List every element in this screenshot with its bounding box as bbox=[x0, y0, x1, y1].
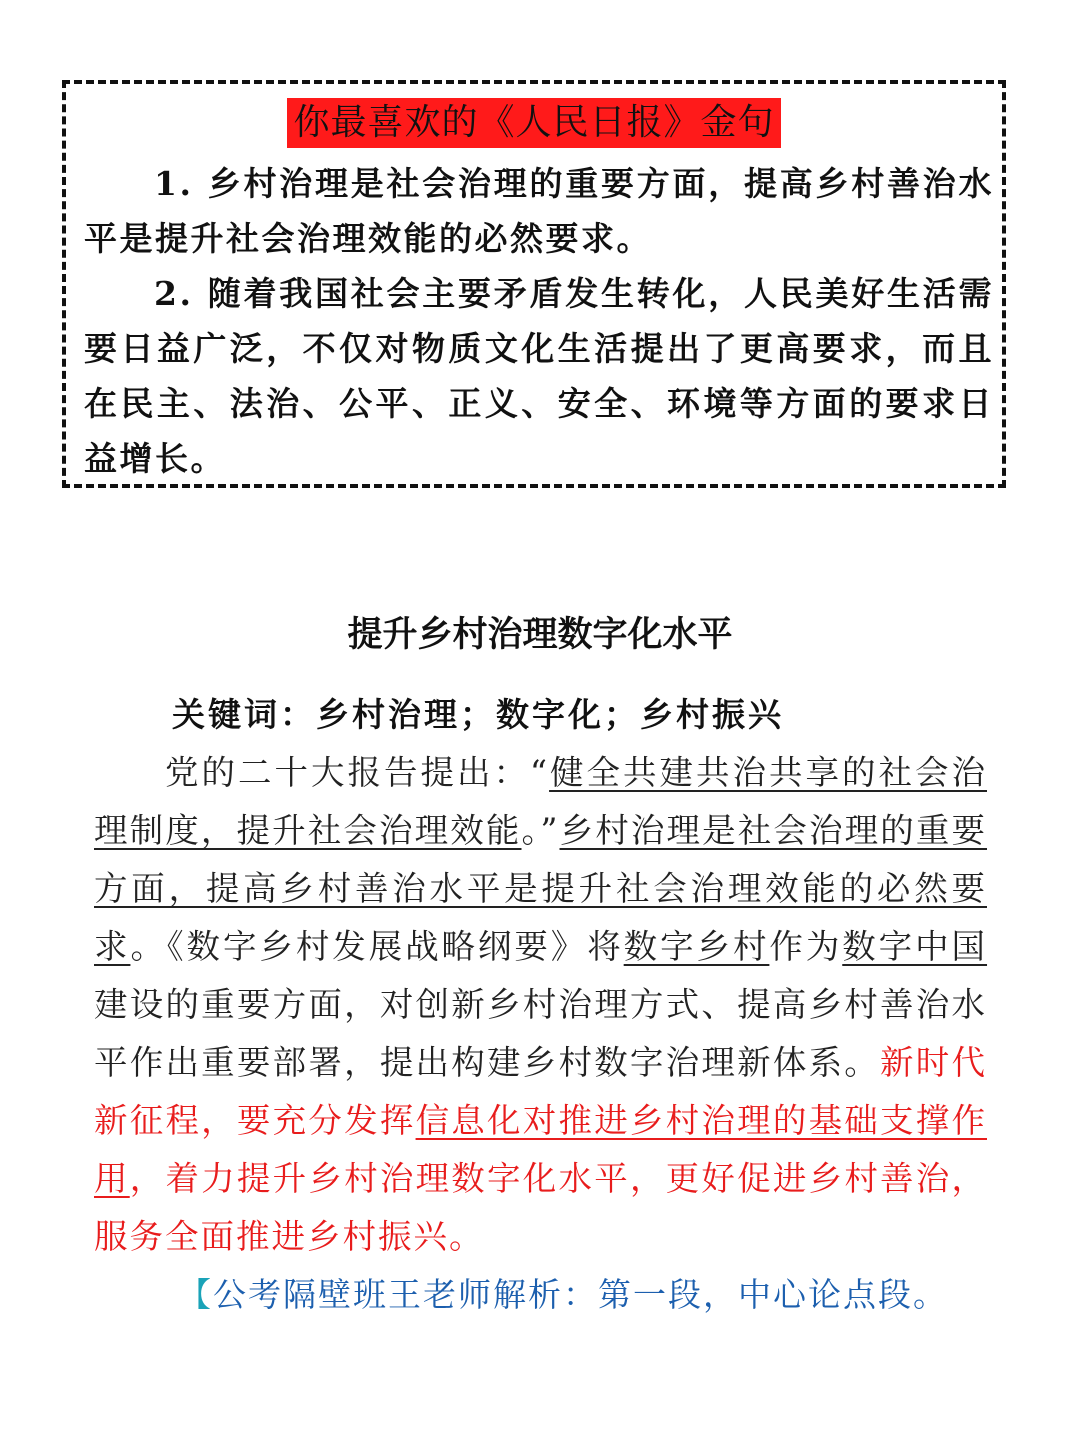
quote-title: 你最喜欢的《人民日报》金句 bbox=[287, 98, 780, 148]
segment-4: 。《数字乡村发展战略纲要》将 bbox=[130, 927, 624, 966]
analysis-text: 公考隔壁班王老师解析：第一段，中心论点段。 bbox=[213, 1275, 948, 1314]
segment-5: 数字乡村 bbox=[623, 927, 770, 966]
segment-3: 乡村治理是社会治理的重要方面，提高乡村善治水平是提升社会治理效能的必然要求 bbox=[94, 811, 988, 966]
quote-item-1 bbox=[84, 156, 994, 266]
segment-9: 新时代新征程，要充分发挥 bbox=[94, 1043, 988, 1140]
keywords-line: 关键词：乡村治理；数字化；乡村振兴 bbox=[172, 695, 784, 734]
quote-box bbox=[62, 80, 1006, 488]
quote-title-wrap bbox=[66, 98, 1002, 148]
quote-item-2 bbox=[84, 266, 994, 486]
body-paragraph bbox=[94, 744, 987, 1266]
analysis-line bbox=[178, 1270, 948, 1320]
segment-7: 数字中国 bbox=[842, 927, 988, 966]
segment-10: 信息化对推进乡村治理的基础支撑作用 bbox=[94, 1101, 987, 1198]
segment-6: 作为 bbox=[769, 927, 843, 966]
segment-8: 建设的重要方面，对创新乡村治理方式、提高乡村善治水平作出重要部署，提出构建乡村数字治理新体系。 bbox=[94, 985, 987, 1082]
article-title: 提升乡村治理数字化水平 bbox=[347, 614, 733, 655]
quote-item-2-text: 2. 随着我国社会主要矛盾发生转化，人民美好生活需要日益广泛，不仅对物质文化生活提出了更高要求，而且在民主、法治、公平、正义、安全、环境等方面的要求日益增长。 bbox=[84, 274, 994, 478]
segment-11: ，着力提升乡村治理数字化水平，更好促进乡村善治，服务全面推进乡村振兴。 bbox=[94, 1159, 988, 1256]
quote-item-1-text: 1. 乡村治理是社会治理的重要方面，提高乡村善治水平是提升社会治理效能的必然要求。 bbox=[84, 164, 994, 258]
segment-2: 。” bbox=[521, 811, 560, 850]
segment-1: 健全共建共治共享的社会治理制度，提升社会治理效能 bbox=[94, 753, 987, 850]
segment-0: 党的二十大报告提出：“ bbox=[164, 753, 550, 792]
analysis-bracket: 【 bbox=[178, 1275, 213, 1314]
